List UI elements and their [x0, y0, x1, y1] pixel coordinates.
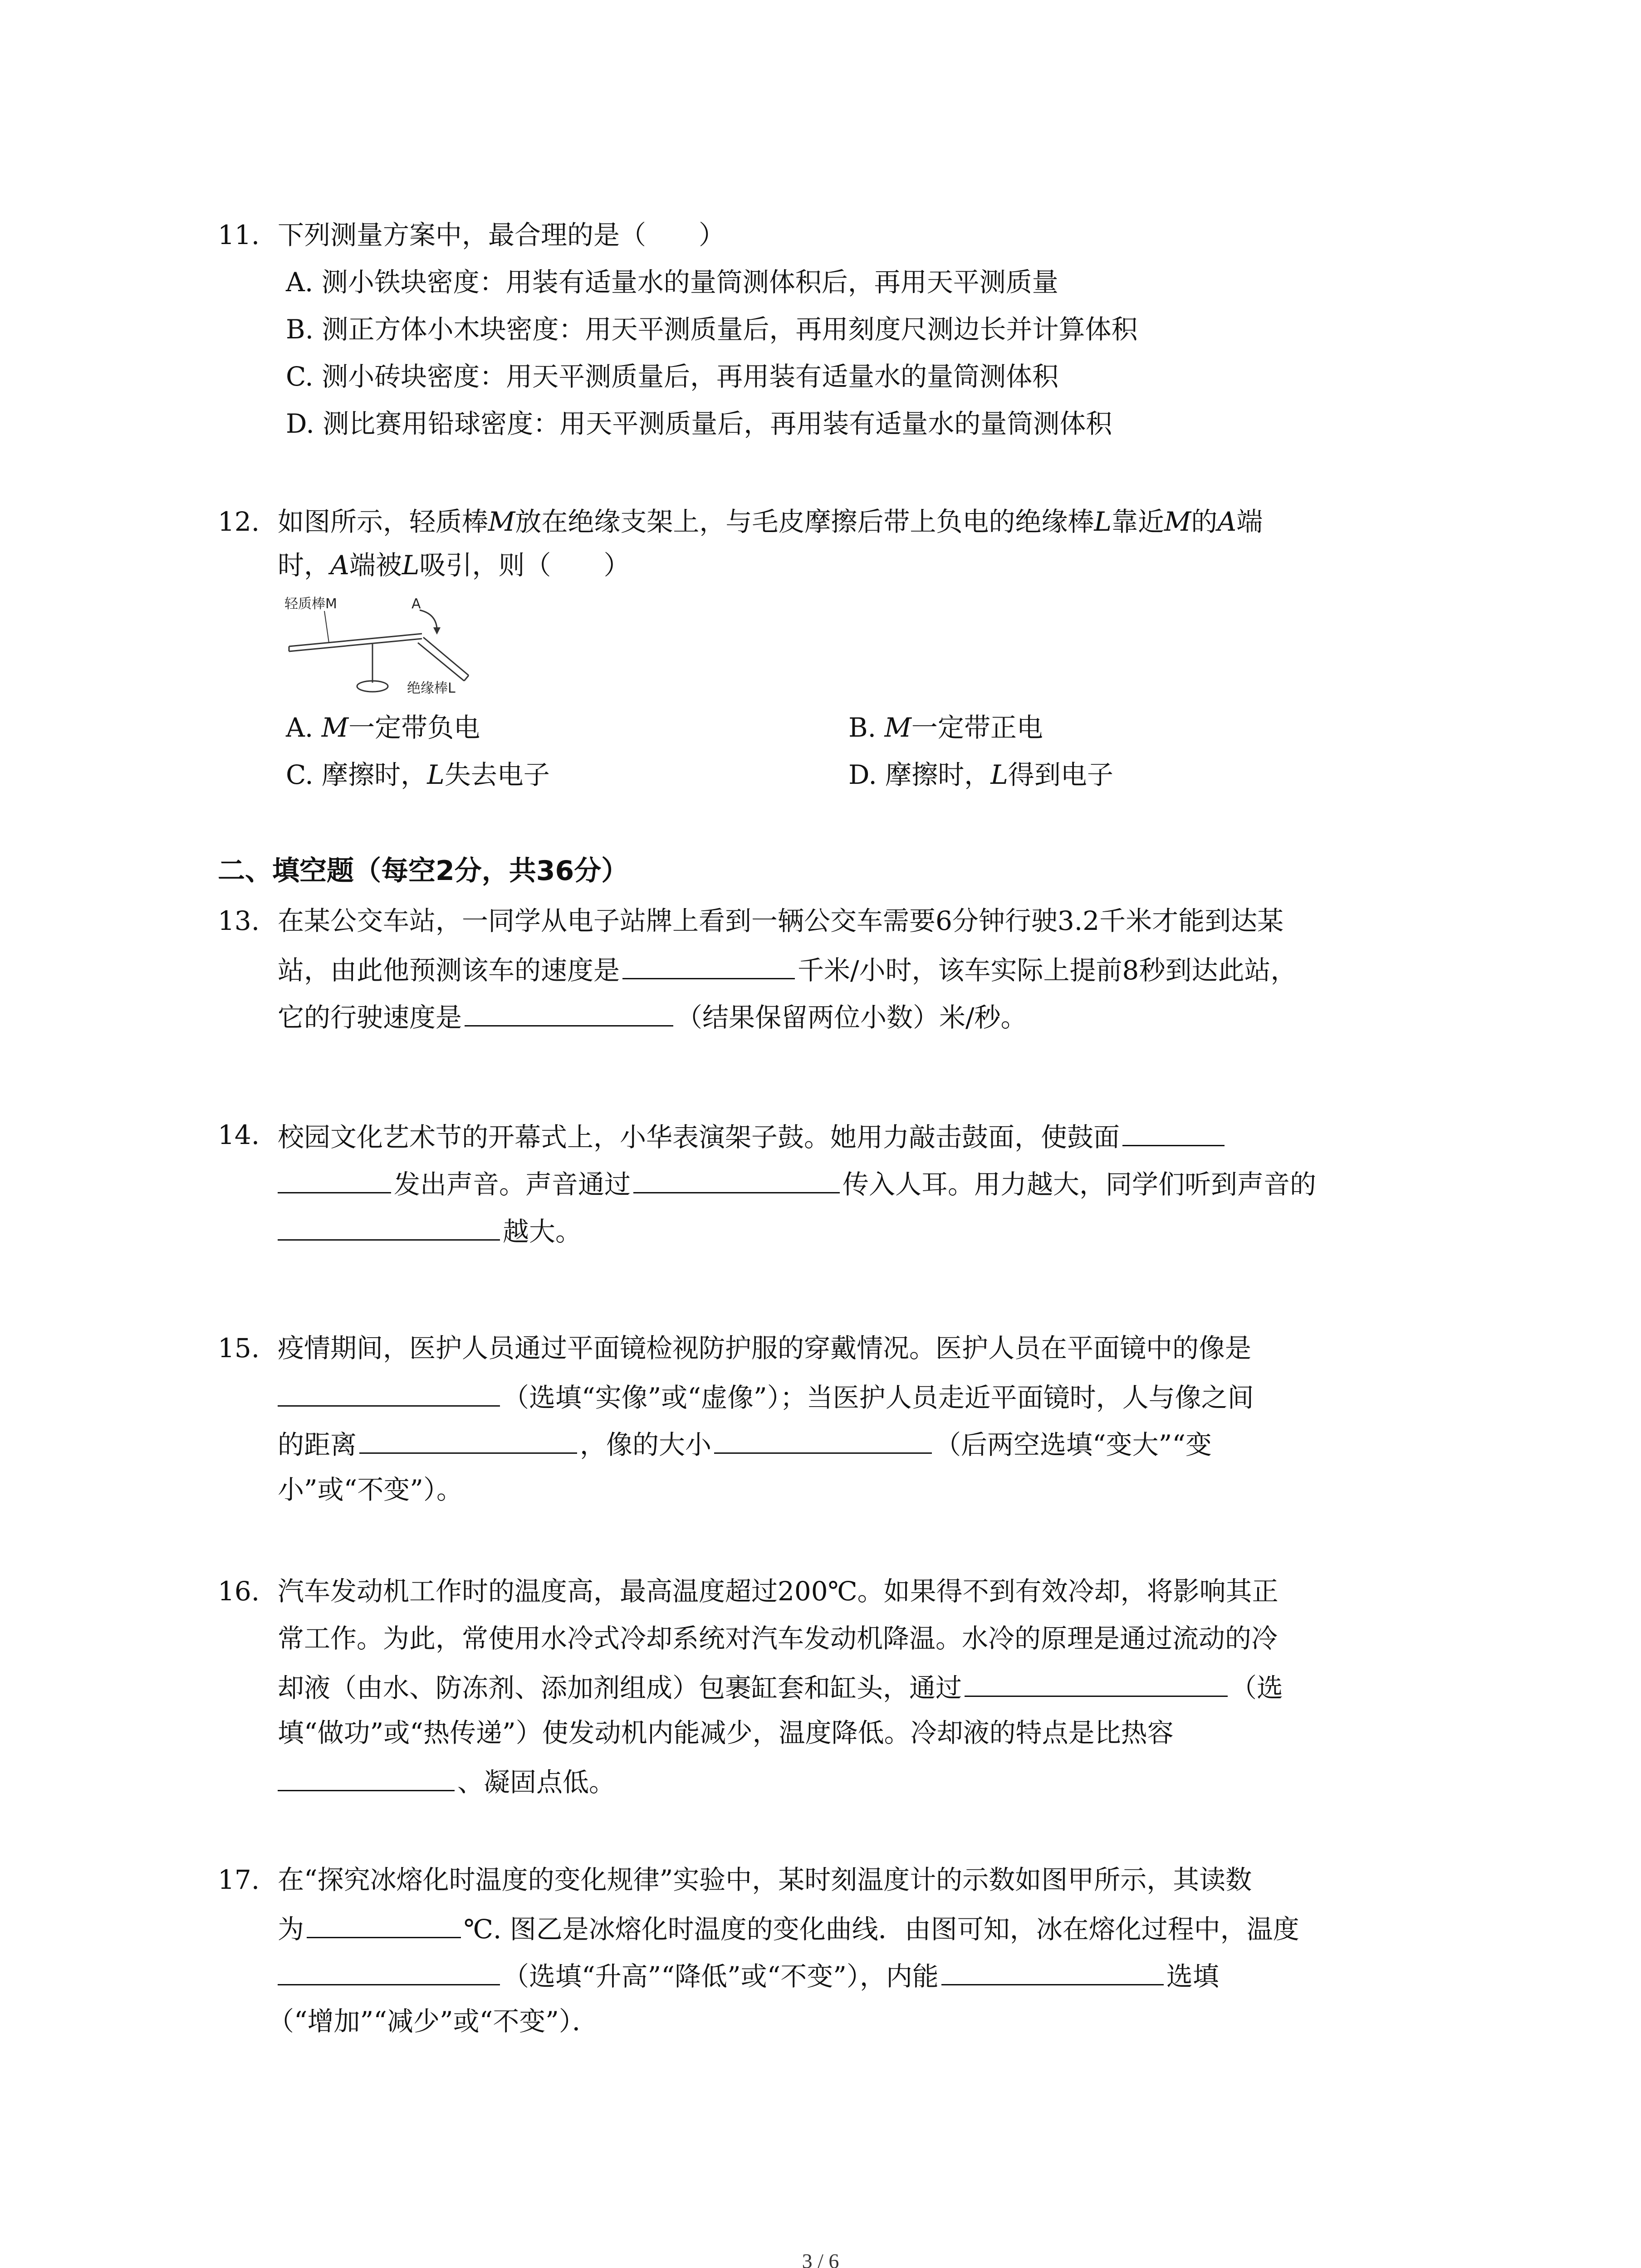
stem-text: （结果保留两位小数）米/秒。 [676, 1002, 1027, 1033]
answer-blank[interactable] [965, 1667, 1228, 1697]
var-l: L [427, 759, 445, 790]
figure-label-a: A [411, 596, 421, 612]
figure-label-rod-m: 轻质棒M [284, 596, 337, 612]
question-16-line3 [278, 1667, 1283, 1704]
option-text: B. [848, 712, 885, 743]
answer-blank[interactable] [633, 1164, 840, 1193]
var-m: M [1164, 506, 1191, 537]
var-l: L [990, 759, 1008, 790]
option-text: 一定带正电 [911, 712, 1043, 743]
stem-text: 的距离 [278, 1429, 357, 1460]
question-15-line3 [278, 1424, 1212, 1461]
question-16-line4: 填“做功”或“热传递”）使发动机内能减少，温度降低。冷却液的特点是比热容 [278, 1717, 1174, 1748]
answer-blank[interactable] [278, 1762, 455, 1791]
arrow-head-icon [433, 627, 441, 635]
option-text: C. 摩擦时， [286, 759, 427, 790]
question-14-line1 [278, 1117, 1227, 1153]
question-12-option-c [286, 757, 550, 793]
question-15-number: 15. [218, 1333, 260, 1364]
question-11-option-b: B. 测正方体小木块密度：用天平测质量后，再用刻度尺测边长并计算体积 [286, 314, 1138, 345]
var-a: A [1217, 506, 1237, 537]
answer-blank[interactable] [941, 1956, 1164, 1985]
stem-text: （选填“升高”“降低”或“不变”），内能 [503, 1961, 939, 1992]
question-15-line4: 小”或“不变”）。 [278, 1474, 463, 1505]
question-12-stem-line1 [278, 503, 1263, 540]
question-14-line2 [278, 1164, 1316, 1200]
stem-text: 端 [1236, 506, 1263, 537]
stem-text: ，像的大小 [580, 1429, 712, 1460]
question-11-option-d: D. 测比赛用铅球密度：用天平测质量后，再用装有适量水的量筒测体积 [286, 408, 1112, 439]
stem-text: ℃. 图乙是冰熔化时温度的变化曲线．由图可知，冰在熔化过程中，温度 [464, 1914, 1299, 1945]
var-a: A [330, 550, 349, 581]
stem-text: 吸引，则（ ） [419, 550, 630, 581]
var-l: L [402, 550, 420, 581]
stem-text: 校园文化艺术节的开幕式上，小华表演架子鼓。她用力敲击鼓面，使鼓面 [278, 1122, 1120, 1153]
answer-blank[interactable] [307, 1909, 461, 1938]
question-17-line3 [278, 1956, 1219, 1992]
stem-text: 越大。 [503, 1216, 582, 1247]
question-12-option-b [848, 709, 1043, 746]
answer-blank[interactable] [359, 1424, 577, 1454]
answer-blank[interactable] [278, 1211, 500, 1241]
var-m: M [321, 712, 349, 743]
question-16-line5 [278, 1762, 615, 1798]
stem-text: 靠近 [1111, 506, 1164, 537]
option-text: 一定带负电 [348, 712, 480, 743]
option-text: A. [286, 712, 322, 743]
question-14-line3 [278, 1211, 582, 1247]
stem-text: 发出声音。声音通过 [394, 1169, 631, 1200]
question-11-option-c: C. 测小砖块密度：用天平测质量后，再用装有适量水的量筒测体积 [286, 361, 1059, 392]
question-15-line1: 疫情期间，医护人员通过平面镜检视防护服的穿戴情况。医护人员在平面镜中的像是 [278, 1333, 1252, 1364]
stem-text: 时， [278, 550, 331, 581]
stem-text: 端被 [349, 550, 402, 581]
question-11-option-a: A. 测小铁块密度：用装有适量水的量筒测体积后，再用天平测质量 [286, 267, 1058, 298]
question-13-line1: 在某公交车站，一同学从电子站牌上看到一辆公交车需要6分钟行驶3.2千米才能到达某 [278, 905, 1284, 936]
question-17-line1: 在“探究冰熔化时温度的变化规律”实验中，某时刻温度计的示数如图甲所示，其读数 [278, 1864, 1252, 1895]
stem-text: 它的行驶速度是 [278, 1002, 462, 1033]
question-12-option-d [848, 757, 1113, 793]
answer-blank[interactable] [278, 1377, 500, 1407]
question-11-number: 11. [218, 220, 260, 250]
question-17-line4: （“增加”“减少”或“不变”）． [268, 2006, 598, 2037]
stem-text: 为 [278, 1914, 304, 1945]
question-13-line2 [278, 950, 1297, 986]
question-16-line1: 汽车发动机工作时的温度高，最高温度超过200℃。如果得不到有效冷却，将影响其正 [278, 1576, 1279, 1607]
question-14-number: 14. [218, 1119, 260, 1150]
rod-m-pointer-line [324, 611, 329, 643]
stem-text: 放在绝缘支架上，与毛皮摩擦后带上负电的绝缘棒 [515, 506, 1094, 537]
question-13-number: 13. [218, 905, 260, 936]
question-15-line2 [278, 1377, 1254, 1413]
var-m: M [884, 712, 911, 743]
question-16-number: 16. [218, 1576, 260, 1607]
option-text: 失去电子 [444, 759, 550, 790]
stem-text: （选填“实像”或“虚像”）；当医护人员走近平面镜时，人与像之间 [503, 1382, 1254, 1413]
question-17-line2 [278, 1909, 1299, 1945]
question-12-number: 12. [218, 506, 260, 537]
answer-blank[interactable] [465, 997, 673, 1026]
stem-text: 选填 [1166, 1961, 1219, 1992]
question-16-line2: 常工作。为此，常使用水冷式冷却系统对汽车发动机降温。水冷的原理是通过流动的冷 [278, 1623, 1278, 1654]
question-13-line3 [278, 997, 1027, 1033]
arrow-icon [420, 610, 437, 628]
insulating-rod-l [418, 637, 469, 681]
stem-text: 站，由此他预测该车的速度是 [278, 955, 620, 986]
question-12-option-a [286, 709, 480, 746]
stem-text: （选 [1230, 1672, 1283, 1703]
light-rod-m [289, 634, 422, 651]
question-17-number: 17. [218, 1864, 260, 1895]
answer-blank-continued[interactable] [278, 1164, 391, 1193]
answer-blank[interactable] [714, 1424, 932, 1454]
section-2-heading: 二、填空题（每空2分，共36分） [218, 855, 629, 887]
insulating-stand [357, 644, 388, 692]
answer-blank[interactable] [1122, 1117, 1225, 1146]
answer-blank[interactable] [278, 1956, 500, 1985]
stem-text: （后两空选填“变大”“变 [935, 1429, 1212, 1460]
stem-text: 的 [1191, 506, 1218, 537]
stem-text: 传入人耳。用力越大，同学们听到声音的 [843, 1169, 1317, 1200]
answer-blank[interactable] [622, 950, 795, 979]
question-12-figure [284, 592, 501, 714]
stem-text: 千米/小时，该车实际上提前8秒到达此站， [798, 955, 1297, 986]
var-m: M [488, 506, 515, 537]
option-text: 得到电子 [1008, 759, 1113, 790]
option-text: D. 摩擦时， [848, 759, 991, 790]
stem-text: 、凝固点低。 [457, 1767, 616, 1798]
stem-text: 如图所示，轻质棒 [278, 506, 489, 537]
var-l: L [1094, 506, 1112, 537]
stem-text: 却液（由水、防冻剂、添加剂组成）包裹缸套和缸头，通过 [278, 1672, 962, 1703]
page-number: 3 / 6 [802, 2249, 839, 2268]
question-12-stem-line2 [278, 547, 630, 583]
figure-label-rod-l: 绝缘棒L [407, 680, 456, 696]
question-11-stem: 下列测量方案中，最合理的是（ ） [278, 220, 725, 250]
